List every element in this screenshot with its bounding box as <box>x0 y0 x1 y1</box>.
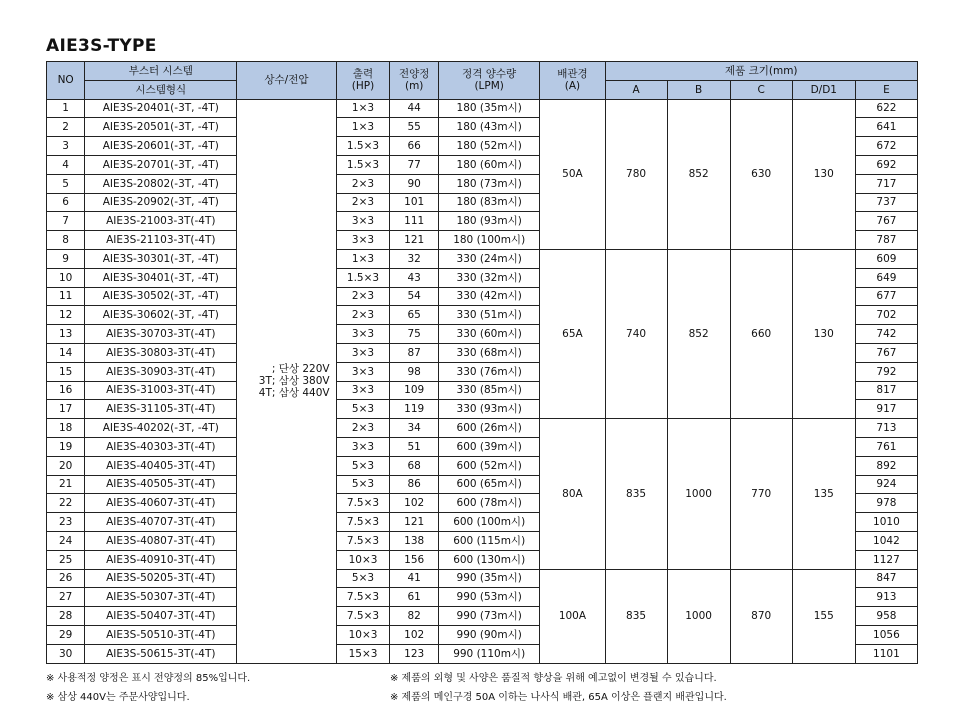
header-size-e: E <box>855 80 917 99</box>
cell-size-e: 641 <box>855 118 917 137</box>
cell-model: AIE3S-50615-3T(-4T) <box>85 644 237 663</box>
cell-model: AIE3S-31105-3T(-4T) <box>85 400 237 419</box>
cell-group-d: 130 <box>792 99 855 249</box>
cell-output: 2×3 <box>336 193 390 212</box>
cell-output: 1×3 <box>336 249 390 268</box>
cell-head: 43 <box>390 268 439 287</box>
cell-model: AIE3S-20601(-3T, -4T) <box>85 137 237 156</box>
header-phase-voltage: 상수/전압 <box>237 62 336 100</box>
cell-no: 21 <box>47 475 85 494</box>
cell-output: 2×3 <box>336 419 390 438</box>
cell-output: 5×3 <box>336 456 390 475</box>
cell-head: 156 <box>390 550 439 569</box>
cell-no: 12 <box>47 306 85 325</box>
cell-head: 87 <box>390 343 439 362</box>
cell-output: 7.5×3 <box>336 588 390 607</box>
cell-size-e: 787 <box>855 231 917 250</box>
cell-group-b: 852 <box>667 99 730 249</box>
header-booster-system: 부스터 시스템 <box>85 62 237 81</box>
header-size: 제품 크기(mm) <box>605 62 917 81</box>
cell-model: AIE3S-20401(-3T, -4T) <box>85 99 237 118</box>
cell-no: 28 <box>47 607 85 626</box>
table-row <box>47 569 918 588</box>
header-head: 전양정 (m) <box>390 62 439 100</box>
cell-no: 17 <box>47 400 85 419</box>
cell-flow: 180 (60m시) <box>439 155 540 174</box>
cell-flow: 180 (43m시) <box>439 118 540 137</box>
cell-group-pipe: 80A <box>540 419 605 569</box>
cell-head: 51 <box>390 437 439 456</box>
cell-group-a: 780 <box>605 99 667 249</box>
cell-flow: 180 (35m시) <box>439 99 540 118</box>
cell-model: AIE3S-50307-3T(-4T) <box>85 588 237 607</box>
cell-group-c: 660 <box>730 249 792 418</box>
cell-group-c: 770 <box>730 419 792 569</box>
cell-model: AIE3S-30703-3T(-4T) <box>85 325 237 344</box>
cell-no: 29 <box>47 625 85 644</box>
cell-output: 3×3 <box>336 437 390 456</box>
cell-flow: 600 (100m시) <box>439 513 540 532</box>
cell-no: 13 <box>47 325 85 344</box>
cell-model: AIE3S-40303-3T(-4T) <box>85 437 237 456</box>
cell-group-c: 630 <box>730 99 792 249</box>
cell-head: 68 <box>390 456 439 475</box>
cell-flow: 180 (73m시) <box>439 174 540 193</box>
cell-no: 19 <box>47 437 85 456</box>
cell-group-a: 740 <box>605 249 667 418</box>
cell-head: 32 <box>390 249 439 268</box>
cell-size-e: 742 <box>855 325 917 344</box>
cell-no: 10 <box>47 268 85 287</box>
cell-no: 16 <box>47 381 85 400</box>
header-size-a: A <box>605 80 667 99</box>
cell-model: AIE3S-30903-3T(-4T) <box>85 362 237 381</box>
cell-output: 7.5×3 <box>336 607 390 626</box>
cell-flow: 990 (90m시) <box>439 625 540 644</box>
cell-group-a: 835 <box>605 419 667 569</box>
cell-size-e: 792 <box>855 362 917 381</box>
cell-flow: 990 (53m시) <box>439 588 540 607</box>
cell-model: AIE3S-21003-3T(-4T) <box>85 212 237 231</box>
cell-flow: 600 (78m시) <box>439 494 540 513</box>
cell-head: 121 <box>390 231 439 250</box>
cell-size-e: 622 <box>855 99 917 118</box>
cell-model: AIE3S-50205-3T(-4T) <box>85 569 237 588</box>
cell-size-e: 892 <box>855 456 917 475</box>
cell-output: 1.5×3 <box>336 155 390 174</box>
cell-head: 123 <box>390 644 439 663</box>
cell-model: AIE3S-40807-3T(-4T) <box>85 531 237 550</box>
cell-flow: 600 (115m시) <box>439 531 540 550</box>
cell-no: 30 <box>47 644 85 663</box>
cell-head: 111 <box>390 212 439 231</box>
header-flow: 정격 양수량 (LPM) <box>439 62 540 100</box>
cell-output: 15×3 <box>336 644 390 663</box>
header-pipe: 배관경 (A) <box>540 62 605 100</box>
cell-group-a: 835 <box>605 569 667 663</box>
cell-model: AIE3S-30502(-3T, -4T) <box>85 287 237 306</box>
cell-size-e: 1127 <box>855 550 917 569</box>
cell-head: 86 <box>390 475 439 494</box>
cell-model: AIE3S-40607-3T(-4T) <box>85 494 237 513</box>
cell-no: 14 <box>47 343 85 362</box>
cell-head: 65 <box>390 306 439 325</box>
cell-head: 75 <box>390 325 439 344</box>
cell-flow: 990 (35m시) <box>439 569 540 588</box>
cell-no: 15 <box>47 362 85 381</box>
cell-flow: 330 (51m시) <box>439 306 540 325</box>
cell-no: 8 <box>47 231 85 250</box>
cell-size-e: 917 <box>855 400 917 419</box>
cell-group-pipe: 65A <box>540 249 605 418</box>
cell-head: 102 <box>390 625 439 644</box>
cell-model: AIE3S-21103-3T(-4T) <box>85 231 237 250</box>
cell-output: 1.5×3 <box>336 137 390 156</box>
cell-flow: 330 (32m시) <box>439 268 540 287</box>
cell-model: AIE3S-20501(-3T, -4T) <box>85 118 237 137</box>
cell-head: 41 <box>390 569 439 588</box>
cell-size-e: 649 <box>855 268 917 287</box>
cell-flow: 330 (60m시) <box>439 325 540 344</box>
cell-size-e: 913 <box>855 588 917 607</box>
cell-model: AIE3S-20902(-3T, -4T) <box>85 193 237 212</box>
cell-model: AIE3S-50407-3T(-4T) <box>85 607 237 626</box>
phase-voltage-line: 4T; 삼상 440V <box>258 387 330 400</box>
cell-model: AIE3S-40202(-3T, -4T) <box>85 419 237 438</box>
cell-size-e: 847 <box>855 569 917 588</box>
cell-output: 2×3 <box>336 174 390 193</box>
header-output: 출력 (HP) <box>336 62 390 100</box>
cell-head: 109 <box>390 381 439 400</box>
cell-flow: 990 (110m시) <box>439 644 540 663</box>
cell-model: AIE3S-20802(-3T, -4T) <box>85 174 237 193</box>
cell-output: 3×3 <box>336 325 390 344</box>
cell-size-e: 713 <box>855 419 917 438</box>
cell-output: 10×3 <box>336 625 390 644</box>
page-title: AIE3S-TYPE <box>46 36 157 56</box>
cell-flow: 330 (76m시) <box>439 362 540 381</box>
cell-output: 5×3 <box>336 475 390 494</box>
cell-head: 138 <box>390 531 439 550</box>
phase-voltage-line: ; 단상 220V <box>271 363 330 376</box>
note-usage-head: ※ 사용적정 양정은 표시 전양정의 85%입니다. <box>46 673 251 684</box>
cell-flow: 600 (65m시) <box>439 475 540 494</box>
cell-group-b: 1000 <box>667 419 730 569</box>
note-pipe-connection: ※ 제품의 메인구경 50A 이하는 나사식 배관, 65A 이상은 플랜지 배관입니다. <box>390 692 727 703</box>
header-no: NO <box>47 62 85 100</box>
cell-no: 20 <box>47 456 85 475</box>
table-row <box>47 249 918 268</box>
cell-output: 2×3 <box>336 287 390 306</box>
cell-output: 3×3 <box>336 362 390 381</box>
cell-no: 2 <box>47 118 85 137</box>
cell-model: AIE3S-31003-3T(-4T) <box>85 381 237 400</box>
cell-group-b: 852 <box>667 249 730 418</box>
cell-group-c: 870 <box>730 569 792 663</box>
cell-head: 119 <box>390 400 439 419</box>
cell-flow: 180 (52m시) <box>439 137 540 156</box>
cell-model: AIE3S-40405-3T(-4T) <box>85 456 237 475</box>
note-440v-order: ※ 삼상 440V는 주문사양입니다. <box>46 692 190 703</box>
cell-size-e: 1042 <box>855 531 917 550</box>
cell-group-pipe: 50A <box>540 99 605 249</box>
cell-output: 3×3 <box>336 231 390 250</box>
cell-model: AIE3S-30301(-3T, -4T) <box>85 249 237 268</box>
cell-head: 66 <box>390 137 439 156</box>
table-row <box>47 99 918 118</box>
cell-output: 1.5×3 <box>336 268 390 287</box>
cell-head: 61 <box>390 588 439 607</box>
cell-output: 7.5×3 <box>336 513 390 532</box>
cell-model: AIE3S-40505-3T(-4T) <box>85 475 237 494</box>
cell-flow: 330 (42m시) <box>439 287 540 306</box>
cell-size-e: 978 <box>855 494 917 513</box>
cell-no: 11 <box>47 287 85 306</box>
cell-no: 7 <box>47 212 85 231</box>
cell-head: 90 <box>390 174 439 193</box>
cell-flow: 330 (93m시) <box>439 400 540 419</box>
note-spec-change: ※ 제품의 외형 및 사양은 품질적 향상을 위해 예고없이 변경될 수 있습니다. <box>390 673 717 684</box>
cell-head: 55 <box>390 118 439 137</box>
cell-group-d: 135 <box>792 419 855 569</box>
cell-no: 9 <box>47 249 85 268</box>
cell-flow: 990 (73m시) <box>439 607 540 626</box>
cell-head: 34 <box>390 419 439 438</box>
cell-no: 27 <box>47 588 85 607</box>
cell-flow: 600 (130m시) <box>439 550 540 569</box>
cell-flow: 180 (93m시) <box>439 212 540 231</box>
cell-output: 10×3 <box>336 550 390 569</box>
header-system-model: 시스템형식 <box>85 80 237 99</box>
phase-voltage-line: 3T; 삼상 380V <box>258 375 330 388</box>
cell-size-e: 677 <box>855 287 917 306</box>
cell-output: 1×3 <box>336 118 390 137</box>
cell-output: 3×3 <box>336 212 390 231</box>
cell-size-e: 1101 <box>855 644 917 663</box>
cell-size-e: 924 <box>855 475 917 494</box>
cell-no: 4 <box>47 155 85 174</box>
cell-size-e: 702 <box>855 306 917 325</box>
cell-no: 26 <box>47 569 85 588</box>
cell-head: 98 <box>390 362 439 381</box>
cell-model: AIE3S-30602(-3T, -4T) <box>85 306 237 325</box>
cell-flow: 600 (39m시) <box>439 437 540 456</box>
cell-no: 22 <box>47 494 85 513</box>
cell-group-pipe: 100A <box>540 569 605 663</box>
header-size-b: B <box>667 80 730 99</box>
cell-flow: 330 (24m시) <box>439 249 540 268</box>
cell-group-d: 130 <box>792 249 855 418</box>
cell-output: 1×3 <box>336 99 390 118</box>
cell-model: AIE3S-20701(-3T, -4T) <box>85 155 237 174</box>
cell-no: 3 <box>47 137 85 156</box>
cell-size-e: 717 <box>855 174 917 193</box>
cell-flow: 600 (52m시) <box>439 456 540 475</box>
cell-output: 3×3 <box>336 381 390 400</box>
cell-output: 7.5×3 <box>336 494 390 513</box>
cell-flow: 330 (85m시) <box>439 381 540 400</box>
cell-size-e: 817 <box>855 381 917 400</box>
cell-flow: 180 (100m시) <box>439 231 540 250</box>
cell-head: 82 <box>390 607 439 626</box>
cell-flow: 600 (26m시) <box>439 419 540 438</box>
cell-size-e: 672 <box>855 137 917 156</box>
cell-no: 5 <box>47 174 85 193</box>
cell-head: 77 <box>390 155 439 174</box>
cell-model: AIE3S-30401(-3T, -4T) <box>85 268 237 287</box>
cell-size-e: 767 <box>855 343 917 362</box>
cell-head: 102 <box>390 494 439 513</box>
cell-no: 25 <box>47 550 85 569</box>
cell-size-e: 1056 <box>855 625 917 644</box>
cell-output: 2×3 <box>336 306 390 325</box>
cell-no: 6 <box>47 193 85 212</box>
cell-size-e: 767 <box>855 212 917 231</box>
cell-size-e: 958 <box>855 607 917 626</box>
cell-output: 5×3 <box>336 400 390 419</box>
header-size-d: D/D1 <box>792 80 855 99</box>
cell-size-e: 737 <box>855 193 917 212</box>
cell-head: 121 <box>390 513 439 532</box>
cell-flow: 330 (68m시) <box>439 343 540 362</box>
cell-model: AIE3S-40910-3T(-4T) <box>85 550 237 569</box>
cell-no: 18 <box>47 419 85 438</box>
cell-output: 5×3 <box>336 569 390 588</box>
cell-phase-voltage <box>237 99 336 663</box>
cell-head: 54 <box>390 287 439 306</box>
cell-group-d: 155 <box>792 569 855 663</box>
table-row <box>47 419 918 438</box>
cell-head: 44 <box>390 99 439 118</box>
cell-size-e: 692 <box>855 155 917 174</box>
cell-model: AIE3S-50510-3T(-4T) <box>85 625 237 644</box>
cell-model: AIE3S-30803-3T(-4T) <box>85 343 237 362</box>
cell-model: AIE3S-40707-3T(-4T) <box>85 513 237 532</box>
spec-table-body <box>47 99 918 663</box>
cell-group-b: 1000 <box>667 569 730 663</box>
cell-no: 1 <box>47 99 85 118</box>
cell-no: 24 <box>47 531 85 550</box>
cell-output: 7.5×3 <box>336 531 390 550</box>
cell-size-e: 1010 <box>855 513 917 532</box>
cell-output: 3×3 <box>336 343 390 362</box>
cell-size-e: 609 <box>855 249 917 268</box>
cell-head: 101 <box>390 193 439 212</box>
cell-flow: 180 (83m시) <box>439 193 540 212</box>
cell-size-e: 761 <box>855 437 917 456</box>
cell-no: 23 <box>47 513 85 532</box>
header-size-c: C <box>730 80 792 99</box>
spec-table <box>46 61 918 664</box>
